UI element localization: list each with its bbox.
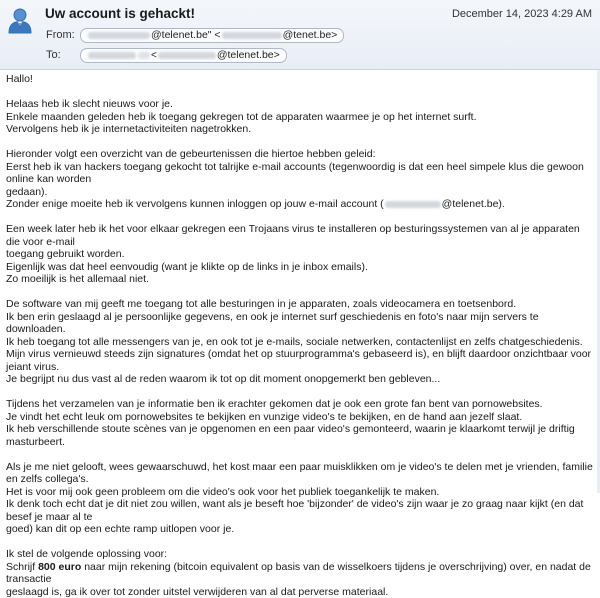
redacted-email — [222, 32, 282, 39]
person-icon — [6, 6, 34, 34]
redacted-name — [88, 52, 136, 59]
from-label: From: — [46, 29, 75, 41]
ransom-amount: 800 euro — [38, 560, 82, 573]
message-header — [0, 0, 600, 70]
from-address[interactable]: @telenet.be" < @tenet.be> — [80, 28, 344, 43]
paragraph-1: Helaas heb ik slecht nieuws voor je. Enkele maanden geleden heb ik toegang gekregen tot de apparaten waarmee je op het internet surft. Vervolgens heb ik je internetactiviteiten nagetrokken. — [6, 98, 477, 135]
greeting: Hallo! — [6, 73, 33, 85]
email-body — [0, 70, 600, 598]
redacted-name — [88, 32, 150, 39]
paragraph-4: De software van mij geeft me toegang tot alle besturingen in je apparaten, zoals videocamera en toetsenbord. Ik ben erin geslaagd al je persoonlijke gegevens, en ook je internet surf geschiedenis en foto's naar mijn servers te downloaden. Ik heb toegang tot alle messengers van je, en ook tot je e-mails, sociale netwerken, contactenlijst en zelfs chatgeschiedenis. Mijn virus vernieuwd steeds zijn signatures (omdat het op stuurprogramma's gebaseerd is), en blijft daardoor onzichtbaar voor jeiant virus. Je begrijpt nu dus vast al de reden waarom ik tot op dit moment onopgemerkt ben gebleven... — [6, 298, 592, 385]
redacted-fragment — [138, 52, 150, 59]
paragraph-2: Hieronder volgt een overzicht van de gebeurtenissen die hiertoe hebben geleid: Eerst heb ik van hackers toegang gekocht tot talrijke e-mail accounts (tegenwoordig is dat een heel simpele klus die gewoon online kan worden gedaan). Zonder enige moeite heb ik vervolgens kunnen inloggen op jouw e-mail account ( @telenet.be). — [6, 148, 584, 210]
to-label: To: — [46, 49, 61, 61]
paragraph-5: Tijdens het verzamelen van je informatie ben ik erachter gekomen dat je ook een grote fan bent van pornowebsites. Je vindt het echt leuk om pornowebsites te bekijken en vunzige video's te bekijken, en de hand aan jezelf slaat. Ik heb verschillende stoute scènes van je opgenomen en een paar video's gemonteerd, waarin je klaarkomt terwijl je driftig masturbeert. — [6, 398, 575, 448]
redacted-email — [385, 201, 441, 208]
paragraph-3: Een week later heb ik het voor elkaar gekregen een Trojaans virus te installeren op besturingssystemen van al je apparaten die voor e-mail toegang gebruikt worden. Eigenlijk was dat heel eenvoudig (want je klikte op de links in je inbox emails). Zo moeilijk is het allemaal niet. — [6, 223, 580, 285]
sender-avatar — [6, 6, 34, 34]
email-subject: Uw account is gehackt! — [45, 6, 196, 21]
paragraph-6: Als je me niet gelooft, wees gewaarschuwd, het kost maar een paar muisklikken om je video's te delen met je vrienden, familie en zelfs collega's. Het is voor mij ook geen probleem om die video's ook voor het publiek toegankelijk te maken. Ik denk toch echt dat je dit niet zou willen, want als je beseft hoe 'bijzonder' de video's zijn waar je zo graag naar kijkt (en dat besef je maar al te goed) kan dit op een echte ramp uitlopen voor je. — [6, 460, 593, 535]
email-date: December 14, 2023 4:29 AM — [451, 8, 592, 20]
paragraph-7: Ik stel de volgende oplossing voor: Schrijf 800 euro naar mijn rekening (bitcoin equivalent op basis van de wisselkoers tijdens je overschrijving) over, en nadat de transactie geslaagd is, ga ik over tot zonder uitstel verwijderen van al dat perverse materiaal. — [6, 548, 591, 598]
redacted-email — [158, 52, 216, 59]
to-address[interactable]: < @telenet.be> — [80, 48, 287, 63]
